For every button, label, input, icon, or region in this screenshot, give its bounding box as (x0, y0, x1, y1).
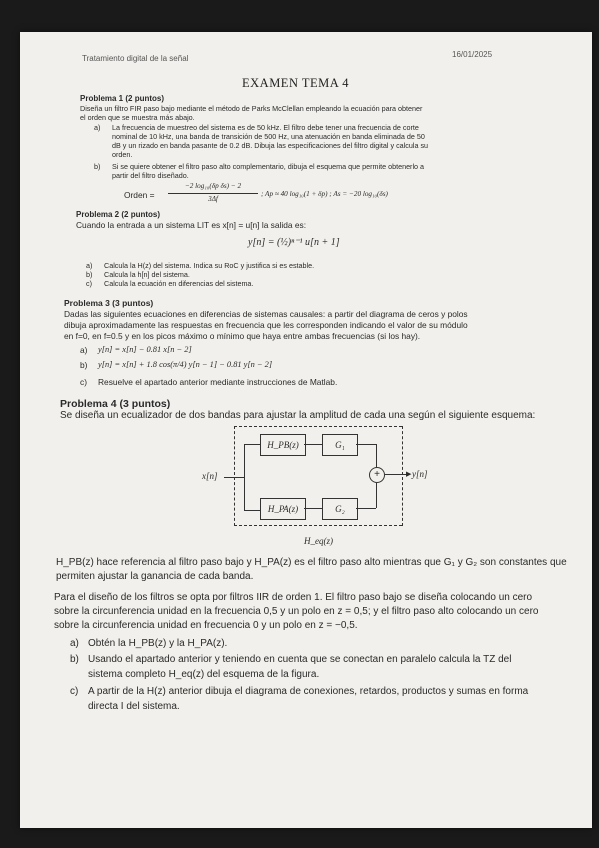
problem4-b-line1: Usando el apartado anterior y teniendo en cuenta que se conectan en paralelo calcula la TZ del (88, 654, 512, 665)
problem1-b-line1: Si se quiere obtener el filtro paso alto complementario, dibuja el esquema que permite obtenerlo a (112, 162, 425, 171)
exam-date: 16/01/2025 (452, 50, 493, 59)
problem3-line2: dibuja aproximadamente las respuestas en frecuencia que les corresponden indicando el valor de su módulo (64, 320, 468, 330)
diagram-caption: H_eq(z) (304, 536, 333, 546)
order-rest: ; Ap ≈ 40 log₁₀(1 + δp) ; As = −20 log₁₀(δs) (261, 190, 388, 198)
output-arrow-icon: ▶ (406, 471, 412, 478)
problem2-c-label: c) (86, 279, 92, 288)
g1-down-line (376, 444, 377, 467)
problem1-a-line1: La frecuencia de muestreo del sistema es de 50 kHz. El filtro debe tener una frecuencia de corte (112, 123, 419, 132)
problem1-a-line4: orden. (112, 150, 133, 159)
problem4-design-line3: sobre la circunferencia unidad en frecuencia 0 y un polo en z = −0,5. (54, 620, 358, 631)
problem4-desc-line1: H_PB(z) hace referencia al filtro paso bajo y H_PA(z) es el filtro paso alto mientras que G₁ y G₂ son constantes que (56, 557, 567, 568)
summing-junction: + (369, 467, 385, 483)
fraction-bar (168, 193, 258, 194)
input-line (224, 477, 244, 478)
problem2-a-label: a) (86, 261, 93, 270)
problem2-a-text: Calcula la H(z) del sistema. Indica su RoC y justifica si es estable. (104, 261, 315, 270)
problem1-b-label: b) (94, 162, 101, 171)
problem1-intro-line1: Diseña un filtro FIR paso bajo mediante el método de Parks McClellan empleando la ecuación para obtener (80, 104, 423, 113)
hpa-to-g2-line (304, 508, 322, 509)
g1-block: G₁ (322, 434, 358, 456)
split-line (244, 444, 245, 510)
g1-output-line (356, 444, 376, 445)
problem4-desc-line2: permiten ajustar la ganancia de cada banda. (56, 571, 254, 582)
problem2-formula: y[n] = (½)ⁿ⁻¹ u[n + 1] (248, 237, 340, 248)
problem3-heading: Problema 3 (3 puntos) (64, 298, 154, 308)
problem4-a-text: Obtén la H_PB(z) y la H_PA(z). (88, 638, 228, 649)
problem1-a-line3: dB y un rizado en banda pasante de 0.2 dB. Dibuja las especificaciones del filtro digital y calcula su (112, 141, 429, 150)
lower-branch-line (244, 510, 260, 511)
problem4-intro: Se diseña un ecualizador de dos bandas para ajustar la amplitud de cada una según el siguiente esquema: (60, 410, 536, 421)
hpa-block: H_PA(z) (260, 498, 306, 520)
problem3-a-label: a) (80, 345, 88, 355)
g2-up-line (376, 483, 377, 508)
exam-sheet (20, 32, 592, 828)
problem1-intro-line2: el orden que se muestra más abajo. (80, 113, 195, 122)
problem4-design-line1: Para el diseño de los filtros se opta por filtros IIR de orden 1. El filtro paso bajo se diseña colocando un cero (54, 592, 533, 603)
input-label: x[n] (202, 471, 218, 481)
problem4-heading: Problema 4 (3 puntos) (60, 398, 171, 410)
problem4-b-label: b) (70, 654, 79, 665)
upper-branch-line (244, 444, 260, 445)
diagram-top-boundary (234, 426, 402, 427)
diagram-left-boundary (234, 426, 235, 526)
g2-block: G₂ (322, 498, 358, 520)
problem1-a-line2: nominal de 10 kHz, una banda de transición de 500 Hz, una atenuación en banda eliminada de 50 (112, 132, 425, 141)
problem1-a-label: a) (94, 123, 101, 132)
diagram-right-boundary (402, 426, 403, 526)
hpb-to-g1-line (304, 444, 322, 445)
output-label: y[n] (412, 469, 428, 479)
problem3-line3: en f=0, en f=0.5 y en los picos máximo o mínimo que haya entre ambas frecuencias (si los hay). (64, 331, 421, 341)
order-denominator: 3Δf (208, 195, 218, 203)
problem3-b-eq: y[n] = x[n] + 1.8 cos(π/4) y[n − 1] − 0.81 y[n − 2] (98, 360, 273, 369)
exam-title: EXAMEN TEMA 4 (242, 76, 349, 90)
problem3-a-eq: y[n] = x[n] − 0.81 x[n − 2] (98, 345, 192, 354)
problem1-b-line2: partir del filtro diseñado. (112, 171, 189, 180)
problem2-heading: Problema 2 (2 puntos) (76, 210, 161, 219)
problem4-c-line2: directa I del sistema. (88, 701, 180, 712)
problem4-design-line2: sobre la circunferencia unidad en la frecuencia 0,5 y un polo en z = 0,5; y el filtro paso alto colocando un cero (54, 606, 539, 617)
problem2-c-text: Calcula la ecuación en diferencias del sistema. (104, 279, 254, 288)
problem4-c-line1: A partir de la H(z) anterior dibuja el diagrama de conexiones, retardos, productos y sumas en forma (88, 686, 529, 697)
problem2-b-label: b) (86, 270, 93, 279)
problem2-intro: Cuando la entrada a un sistema LIT es x[n] = u[n] la salida es: (76, 220, 307, 230)
problem4-c-label: c) (70, 686, 79, 697)
problem3-c-label: c) (80, 377, 87, 387)
problem3-line1: Dadas las siguientes ecuaciones en diferencias de sistemas causales: a partir del diagrama de ceros y polos (64, 309, 468, 319)
problem1-heading: Problema 1 (2 puntos) (80, 94, 165, 103)
problem3-c-text: Resuelve el apartado anterior mediante instrucciones de Matlab. (98, 377, 338, 387)
order-numerator: −2 log₁₀(δp δs) − 2 (184, 182, 242, 190)
problem2-b-text: Calcula la h[n] del sistema. (104, 270, 190, 279)
course-name: Tratamiento digital de la señal (82, 54, 189, 63)
hpb-block: H_PB(z) (260, 434, 306, 456)
problem4-b-line2: sistema completo H_eq(z) del esquema de la figura. (88, 669, 320, 680)
problem4-a-label: a) (70, 638, 79, 649)
order-lhs: Orden = (124, 190, 155, 200)
problem3-b-label: b) (80, 360, 88, 370)
diagram-bottom-boundary (234, 525, 402, 526)
g2-output-line (356, 508, 376, 509)
